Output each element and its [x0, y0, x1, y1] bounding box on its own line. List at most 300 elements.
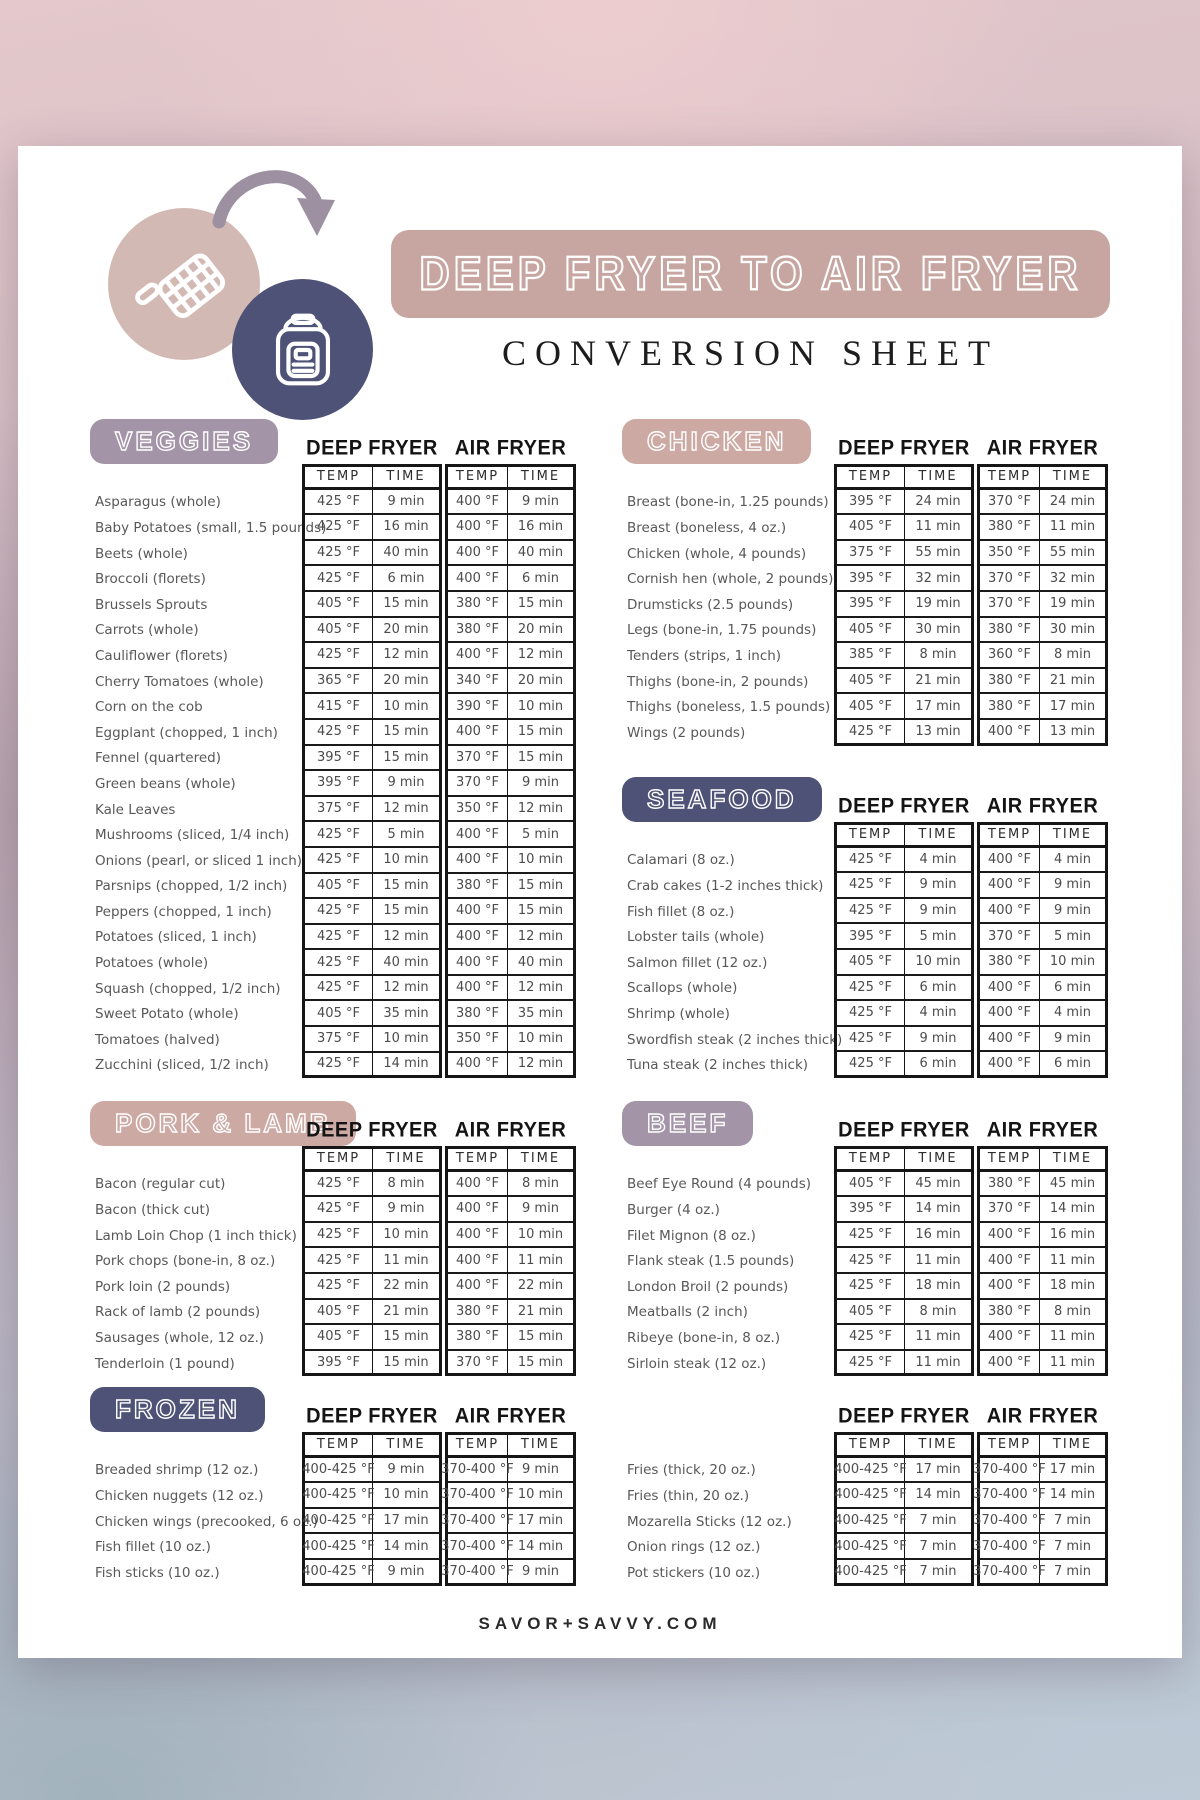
food-item-label: Tenders (strips, 1 inch) — [627, 647, 782, 664]
deep-fryer-time: 21 min — [905, 669, 974, 695]
deep-fryer-temp: 425 °F — [834, 1223, 905, 1249]
deep-fryer-time: 11 min — [905, 515, 974, 541]
deep-fryer-temp: 405 °F — [302, 1325, 373, 1351]
air-fryer-temp: 400 °F — [445, 1223, 508, 1249]
air-fryer-temp: 380 °F — [977, 669, 1040, 695]
air-fryer-time: 32 min — [1040, 566, 1108, 592]
food-item-label: Cornish hen (whole, 2 pounds) — [627, 571, 834, 588]
food-item-label: Mushrooms (sliced, 1/4 inch) — [95, 827, 290, 844]
deep-fryer-time: 9 min — [373, 1560, 442, 1586]
air-fryer-temp: 380 °F — [445, 1001, 508, 1027]
deep-fryer-time: 17 min — [905, 694, 974, 720]
food-item-label: Crab cakes (1-2 inches thick) — [627, 877, 824, 894]
air-fryer-time: 7 min — [1040, 1534, 1108, 1560]
deep-fryer-time: 14 min — [905, 1483, 974, 1509]
pork-lamb-table — [95, 1146, 576, 1376]
deep-fryer-temp: 425 °F — [302, 1223, 373, 1249]
deep-fryer-time: 22 min — [373, 1274, 442, 1300]
food-item-label: Drumsticks (2.5 pounds) — [627, 596, 794, 613]
deep-fryer-temp: 425 °F — [302, 822, 373, 848]
deep-fryer-time: 8 min — [905, 1300, 974, 1326]
temp-header: TEMP — [302, 464, 373, 490]
column-spacer — [95, 1146, 302, 1172]
deep-fryer-time: 18 min — [905, 1274, 974, 1300]
air-fryer-temp: 400 °F — [445, 950, 508, 976]
air-fryer-time: 6 min — [1040, 976, 1108, 1002]
air-fryer-temp: 400 °F — [445, 490, 508, 516]
air-fryer-time: 8 min — [1040, 1300, 1108, 1326]
time-header: TIME — [1040, 1432, 1108, 1458]
air-fryer-temp: 380 °F — [445, 1300, 508, 1326]
air-fryer-temp: 350 °F — [445, 797, 508, 823]
air-fryer-time: 7 min — [1040, 1509, 1108, 1535]
air-fryer-temp: 370-400 °F — [445, 1483, 508, 1509]
food-item-label: Rack of lamb (2 pounds) — [95, 1304, 261, 1321]
air-fryer-temp: 350 °F — [445, 1027, 508, 1053]
deep-fryer-time: 19 min — [905, 592, 974, 618]
deep-fryer-time: 13 min — [905, 720, 974, 746]
air-fryer-time: 9 min — [1040, 873, 1108, 899]
air-fryer-header: AIR FRYER — [986, 1117, 1099, 1142]
deep-fryer-temp: 395 °F — [834, 592, 905, 618]
veggies-table — [95, 464, 576, 1078]
air-fryer-time: 11 min — [1040, 1325, 1108, 1351]
temp-header: TEMP — [977, 464, 1040, 490]
air-fryer-time: 6 min — [508, 566, 576, 592]
website-footer: SAVOR+SAVVY.COM — [478, 1614, 722, 1633]
food-item-label: Lobster tails (whole) — [627, 929, 765, 946]
air-fryer-time: 14 min — [1040, 1483, 1108, 1509]
deep-fryer-time: 20 min — [373, 618, 442, 644]
air-fryer-temp: 370-400 °F — [445, 1534, 508, 1560]
air-fryer-temp: 370 °F — [977, 566, 1040, 592]
time-header: TIME — [508, 1146, 576, 1172]
air-fryer-temp: 400 °F — [445, 1197, 508, 1223]
air-fryer-time: 15 min — [508, 1351, 576, 1377]
deep-fryer-temp: 395 °F — [834, 490, 905, 516]
food-item-label: Swordfish steak (2 inches thick) — [627, 1031, 843, 1048]
deep-fryer-time: 12 min — [373, 925, 442, 951]
air-fryer-header: AIR FRYER — [454, 1403, 567, 1428]
page-title: DEEP FRYER TO AIR FRYER — [419, 247, 1082, 300]
column-spacer — [627, 822, 834, 848]
air-fryer-temp: 400 °F — [445, 566, 508, 592]
deep-fryer-time: 45 min — [905, 1172, 974, 1198]
deep-fryer-temp: 405 °F — [834, 618, 905, 644]
air-fryer-time: 20 min — [508, 669, 576, 695]
deep-fryer-temp: 395 °F — [302, 1351, 373, 1377]
air-fryer-temp: 400 °F — [445, 925, 508, 951]
air-fryer-time: 14 min — [508, 1534, 576, 1560]
deep-fryer-time: 14 min — [373, 1534, 442, 1560]
deep-fryer-temp: 400-425 °F — [302, 1534, 373, 1560]
deep-fryer-temp: 425 °F — [302, 1053, 373, 1079]
air-fryer-time: 22 min — [508, 1274, 576, 1300]
deep-fryer-temp: 405 °F — [834, 950, 905, 976]
deep-fryer-temp: 425 °F — [834, 1274, 905, 1300]
air-fryer-time: 5 min — [1040, 924, 1108, 950]
deep-fryer-temp: 395 °F — [834, 566, 905, 592]
food-item-label: Fries (thin, 20 oz.) — [627, 1487, 750, 1504]
food-item-label: Broccoli (florets) — [95, 571, 206, 588]
deep-fryer-temp: 405 °F — [834, 669, 905, 695]
food-item-label: Sweet Potato (whole) — [95, 1006, 239, 1023]
air-fryer-header: AIR FRYER — [454, 1117, 567, 1142]
deep-fryer-header: DEEP FRYER — [838, 1117, 970, 1142]
deep-fryer-time: 40 min — [373, 541, 442, 567]
air-fryer-temp: 370 °F — [977, 490, 1040, 516]
deep-fryer-time: 15 min — [373, 592, 442, 618]
deep-fryer-time: 9 min — [373, 1197, 442, 1223]
air-fryer-time: 21 min — [1040, 669, 1108, 695]
air-fryer-temp: 400 °F — [445, 899, 508, 925]
temp-header: TEMP — [834, 1146, 905, 1172]
time-header: TIME — [905, 822, 974, 848]
deep-fryer-temp: 425 °F — [834, 1325, 905, 1351]
air-fryer-time: 9 min — [1040, 1027, 1108, 1053]
deep-fryer-time: 9 min — [373, 490, 442, 516]
air-fryer-temp: 400 °F — [977, 1027, 1040, 1053]
deep-fryer-time: 10 min — [373, 848, 442, 874]
time-header: TIME — [373, 464, 442, 490]
food-item-label: Fish fillet (8 oz.) — [627, 903, 735, 920]
air-fryer-temp: 380 °F — [977, 515, 1040, 541]
air-fryer-temp: 400 °F — [445, 515, 508, 541]
air-fryer-time: 15 min — [508, 874, 576, 900]
fryer-column-headers — [95, 1117, 576, 1143]
food-item-label: Calamari (8 oz.) — [627, 852, 735, 869]
air-fryer-time: 9 min — [508, 771, 576, 797]
air-fryer-time: 40 min — [508, 541, 576, 567]
air-fryer-temp: 400 °F — [977, 1052, 1040, 1078]
temp-header: TEMP — [445, 464, 508, 490]
time-header: TIME — [1040, 822, 1108, 848]
column-spacer — [95, 464, 302, 490]
deep-fryer-time: 11 min — [905, 1248, 974, 1274]
food-item-label: Peppers (chopped, 1 inch) — [95, 903, 272, 920]
air-fryer-icon — [251, 298, 355, 402]
time-header: TIME — [1040, 464, 1108, 490]
deep-fryer-temp: 375 °F — [302, 1027, 373, 1053]
column-spacer — [627, 1432, 834, 1458]
air-fryer-temp: 400 °F — [977, 873, 1040, 899]
deep-fryer-time: 9 min — [373, 1458, 442, 1484]
air-fryer-temp: 400 °F — [445, 1274, 508, 1300]
deep-fryer-temp: 425 °F — [834, 1351, 905, 1377]
food-item-label: Scallops (whole) — [627, 980, 738, 997]
temp-header: TEMP — [834, 822, 905, 848]
air-fryer-temp: 400 °F — [977, 720, 1040, 746]
time-header: TIME — [1040, 1146, 1108, 1172]
food-item-label: Pork loin (2 pounds) — [95, 1278, 231, 1295]
food-item-label: Meatballs (2 inch) — [627, 1304, 748, 1321]
deep-fryer-temp: 425 °F — [834, 1052, 905, 1078]
air-fryer-temp: 380 °F — [445, 1325, 508, 1351]
air-fryer-temp: 370-400 °F — [445, 1458, 508, 1484]
air-fryer-time: 8 min — [1040, 643, 1108, 669]
food-item-label: Beef Eye Round (4 pounds) — [627, 1176, 811, 1193]
deep-fryer-temp: 425 °F — [834, 1027, 905, 1053]
deep-fryer-time: 8 min — [905, 643, 974, 669]
air-fryer-time: 4 min — [1040, 848, 1108, 874]
deep-fryer-time: 11 min — [905, 1325, 974, 1351]
food-item-label: Tuna steak (2 inches thick) — [627, 1057, 809, 1074]
food-item-label: Salmon fillet (12 oz.) — [627, 954, 768, 971]
food-item-label: Wings (2 pounds) — [627, 724, 746, 741]
deep-fryer-time: 9 min — [373, 771, 442, 797]
food-item-label: Green beans (whole) — [95, 775, 236, 792]
air-fryer-time: 10 min — [508, 1483, 576, 1509]
food-item-label: Baby Potatoes (small, 1.5 pounds) — [95, 519, 327, 536]
air-fryer-time: 10 min — [508, 1223, 576, 1249]
deep-fryer-header: DEEP FRYER — [838, 793, 970, 818]
deep-fryer-temp: 425 °F — [302, 1248, 373, 1274]
food-item-label: Potatoes (sliced, 1 inch) — [95, 929, 257, 946]
deep-fryer-time: 7 min — [905, 1509, 974, 1535]
deep-fryer-time: 20 min — [373, 669, 442, 695]
deep-fryer-temp: 400-425 °F — [834, 1509, 905, 1535]
air-fryer-temp: 400 °F — [977, 1001, 1040, 1027]
air-fryer-temp: 370-400 °F — [977, 1458, 1040, 1484]
air-fryer-temp: 370 °F — [977, 924, 1040, 950]
air-fryer-time: 45 min — [1040, 1172, 1108, 1198]
air-fryer-temp: 400 °F — [445, 643, 508, 669]
food-item-label: Squash (chopped, 1/2 inch) — [95, 980, 281, 997]
fryer-column-headers — [627, 1403, 1108, 1429]
food-item-label: Fries (thick, 20 oz.) — [627, 1462, 756, 1479]
deep-fryer-temp: 400-425 °F — [834, 1560, 905, 1586]
page-subtitle: CONVERSION SHEET — [501, 333, 999, 373]
food-item-label: Legs (bone-in, 1.75 pounds) — [627, 622, 817, 639]
deep-fryer-time: 15 min — [373, 746, 442, 772]
food-item-label: Pork chops (bone-in, 8 oz.) — [95, 1253, 276, 1270]
deep-fryer-temp: 400-425 °F — [834, 1534, 905, 1560]
deep-fryer-time: 40 min — [373, 950, 442, 976]
deep-fryer-time: 10 min — [373, 1027, 442, 1053]
temp-header: TEMP — [834, 464, 905, 490]
deep-fryer-temp: 425 °F — [302, 515, 373, 541]
deep-fryer-time: 14 min — [905, 1197, 974, 1223]
air-fryer-temp: 400 °F — [445, 822, 508, 848]
food-item-label: Breaded shrimp (12 oz.) — [95, 1462, 259, 1479]
food-item-label: Flank steak (1.5 pounds) — [627, 1253, 795, 1270]
deep-fryer-temp: 400-425 °F — [302, 1458, 373, 1484]
air-fryer-time: 9 min — [508, 1197, 576, 1223]
air-fryer-temp: 380 °F — [445, 592, 508, 618]
deep-fryer-time: 9 min — [905, 899, 974, 925]
air-fryer-temp: 390 °F — [445, 694, 508, 720]
deep-fryer-temp: 425 °F — [302, 899, 373, 925]
air-fryer-temp: 380 °F — [977, 1172, 1040, 1198]
food-item-label: Sausages (whole, 12 oz.) — [95, 1329, 265, 1346]
air-fryer-time: 15 min — [508, 592, 576, 618]
fryer-column-headers — [95, 1403, 576, 1429]
deep-fryer-time: 17 min — [905, 1458, 974, 1484]
food-item-label: Breast (bone-in, 1.25 pounds) — [627, 494, 829, 511]
deep-fryer-time: 15 min — [373, 899, 442, 925]
air-fryer-temp: 350 °F — [977, 541, 1040, 567]
food-item-label: Burger (4 oz.) — [627, 1201, 720, 1218]
deep-fryer-time: 6 min — [905, 1052, 974, 1078]
air-fryer-header: AIR FRYER — [986, 435, 1099, 460]
air-fryer-temp: 400 °F — [445, 541, 508, 567]
food-item-label: Cherry Tomatoes (whole) — [95, 673, 264, 690]
deep-fryer-temp: 405 °F — [834, 1172, 905, 1198]
air-fryer-temp: 400 °F — [445, 720, 508, 746]
food-item-label: Zucchini (sliced, 1/2 inch) — [95, 1057, 269, 1074]
air-fryer-temp: 380 °F — [977, 694, 1040, 720]
air-fryer-time: 19 min — [1040, 592, 1108, 618]
air-fryer-temp: 400 °F — [977, 976, 1040, 1002]
time-header: TIME — [905, 1432, 974, 1458]
food-item-label: Chicken nuggets (12 oz.) — [95, 1487, 264, 1504]
deep-fryer-temp: 405 °F — [302, 618, 373, 644]
deep-fryer-time: 21 min — [373, 1300, 442, 1326]
deep-fryer-temp: 425 °F — [302, 1274, 373, 1300]
time-header: TIME — [905, 1146, 974, 1172]
air-fryer-temp: 360 °F — [977, 643, 1040, 669]
food-item-label: Lamb Loin Chop (1 inch thick) — [95, 1227, 297, 1244]
air-fryer-header: AIR FRYER — [986, 1403, 1099, 1428]
deep-fryer-time: 10 min — [373, 694, 442, 720]
deep-fryer-time: 5 min — [905, 924, 974, 950]
air-fryer-time: 10 min — [1040, 950, 1108, 976]
air-fryer-temp: 400 °F — [977, 1248, 1040, 1274]
food-item-label: Thighs (bone-in, 2 pounds) — [627, 673, 809, 690]
deep-fryer-temp: 425 °F — [302, 720, 373, 746]
air-fryer-time: 15 min — [508, 899, 576, 925]
frozen-contd-table — [627, 1432, 1108, 1586]
air-fryer-time: 7 min — [1040, 1560, 1108, 1586]
deep-fryer-header: DEEP FRYER — [838, 435, 970, 460]
time-header: TIME — [508, 1432, 576, 1458]
deep-fryer-temp: 425 °F — [834, 899, 905, 925]
deep-fryer-time: 32 min — [905, 566, 974, 592]
air-fryer-temp: 370-400 °F — [977, 1534, 1040, 1560]
air-fryer-time: 35 min — [508, 1001, 576, 1027]
food-item-label: Breast (boneless, 4 oz.) — [627, 519, 787, 536]
deep-fryer-header: DEEP FRYER — [306, 1403, 438, 1428]
deep-fryer-temp: 375 °F — [834, 541, 905, 567]
deep-fryer-temp: 405 °F — [302, 1300, 373, 1326]
air-fryer-temp: 380 °F — [977, 1300, 1040, 1326]
air-fryer-time: 6 min — [1040, 1052, 1108, 1078]
temp-header: TEMP — [445, 1146, 508, 1172]
air-fryer-circle — [232, 279, 373, 420]
food-item-label: Thighs (boneless, 1.5 pounds) — [627, 699, 831, 716]
air-fryer-time: 11 min — [1040, 1351, 1108, 1377]
air-fryer-time: 40 min — [508, 950, 576, 976]
column-spacer — [627, 1146, 834, 1172]
air-fryer-time: 5 min — [508, 822, 576, 848]
air-fryer-time: 4 min — [1040, 1001, 1108, 1027]
air-fryer-time: 10 min — [508, 694, 576, 720]
air-fryer-temp: 400 °F — [445, 1248, 508, 1274]
deep-fryer-temp: 395 °F — [834, 1197, 905, 1223]
food-item-label: Pot stickers (10 oz.) — [627, 1564, 761, 1581]
deep-fryer-time: 30 min — [905, 618, 974, 644]
air-fryer-time: 18 min — [1040, 1274, 1108, 1300]
deep-fryer-temp: 425 °F — [834, 873, 905, 899]
curved-arrow-icon — [201, 158, 356, 276]
deep-fryer-temp: 400-425 °F — [302, 1560, 373, 1586]
air-fryer-time: 15 min — [508, 1325, 576, 1351]
food-item-label: Fish sticks (10 oz.) — [95, 1564, 220, 1581]
fryer-column-headers — [95, 435, 576, 461]
air-fryer-temp: 400 °F — [445, 1053, 508, 1079]
air-fryer-time: 13 min — [1040, 720, 1108, 746]
deep-fryer-time: 10 min — [905, 950, 974, 976]
food-item-label: Carrots (whole) — [95, 622, 199, 639]
air-fryer-temp: 370-400 °F — [977, 1560, 1040, 1586]
deep-fryer-temp: 425 °F — [302, 925, 373, 951]
air-fryer-time: 21 min — [508, 1300, 576, 1326]
air-fryer-temp: 370 °F — [445, 1351, 508, 1377]
air-fryer-time: 15 min — [508, 746, 576, 772]
air-fryer-temp: 400 °F — [445, 1172, 508, 1198]
deep-fryer-temp: 425 °F — [302, 1172, 373, 1198]
deep-fryer-temp: 425 °F — [834, 848, 905, 874]
food-item-label: Kale Leaves — [95, 801, 176, 818]
section-badge: CHICKEN — [622, 419, 811, 464]
air-fryer-temp: 380 °F — [977, 950, 1040, 976]
deep-fryer-time: 15 min — [373, 1325, 442, 1351]
air-fryer-temp: 370-400 °F — [977, 1509, 1040, 1535]
deep-fryer-temp: 405 °F — [834, 515, 905, 541]
deep-fryer-temp: 425 °F — [834, 720, 905, 746]
deep-fryer-time: 11 min — [373, 1248, 442, 1274]
deep-fryer-temp: 405 °F — [834, 694, 905, 720]
air-fryer-temp: 370 °F — [445, 746, 508, 772]
deep-fryer-temp: 425 °F — [302, 490, 373, 516]
deep-fryer-header: DEEP FRYER — [838, 1403, 970, 1428]
food-item-label: Mozarella Sticks (12 oz.) — [627, 1513, 792, 1530]
air-fryer-time: 17 min — [1040, 694, 1108, 720]
air-fryer-time: 17 min — [508, 1509, 576, 1535]
deep-fryer-time: 15 min — [373, 720, 442, 746]
food-item-label: Tenderloin (1 pound) — [95, 1355, 235, 1372]
deep-fryer-time: 9 min — [905, 1027, 974, 1053]
food-item-label: London Broil (2 pounds) — [627, 1278, 789, 1295]
air-fryer-temp: 400 °F — [977, 899, 1040, 925]
air-fryer-time: 12 min — [508, 643, 576, 669]
conversion-sheet — [18, 146, 1182, 1658]
fryer-column-headers — [627, 793, 1108, 819]
temp-header: TEMP — [977, 1432, 1040, 1458]
beef-table — [627, 1146, 1108, 1376]
food-item-label: Chicken wings (precooked, 6 oz.) — [95, 1513, 318, 1530]
air-fryer-time: 11 min — [1040, 515, 1108, 541]
deep-fryer-temp: 400-425 °F — [834, 1483, 905, 1509]
frozen-table — [95, 1432, 576, 1586]
deep-fryer-temp: 400-425 °F — [302, 1509, 373, 1535]
food-item-label: Filet Mignon (8 oz.) — [627, 1227, 756, 1244]
food-item-label: Bacon (thick cut) — [95, 1201, 211, 1218]
air-fryer-temp: 400 °F — [977, 1274, 1040, 1300]
air-fryer-temp: 340 °F — [445, 669, 508, 695]
deep-fryer-temp: 405 °F — [834, 1300, 905, 1326]
air-fryer-temp: 380 °F — [445, 618, 508, 644]
temp-header: TEMP — [302, 1146, 373, 1172]
deep-fryer-header: DEEP FRYER — [306, 435, 438, 460]
section-badge: PORK & LAMB — [90, 1101, 356, 1146]
air-fryer-time: 11 min — [508, 1248, 576, 1274]
air-fryer-time: 55 min — [1040, 541, 1108, 567]
seafood-table — [627, 822, 1108, 1078]
air-fryer-time: 9 min — [1040, 899, 1108, 925]
air-fryer-temp: 370-400 °F — [445, 1560, 508, 1586]
fryer-column-headers — [627, 1117, 1108, 1143]
